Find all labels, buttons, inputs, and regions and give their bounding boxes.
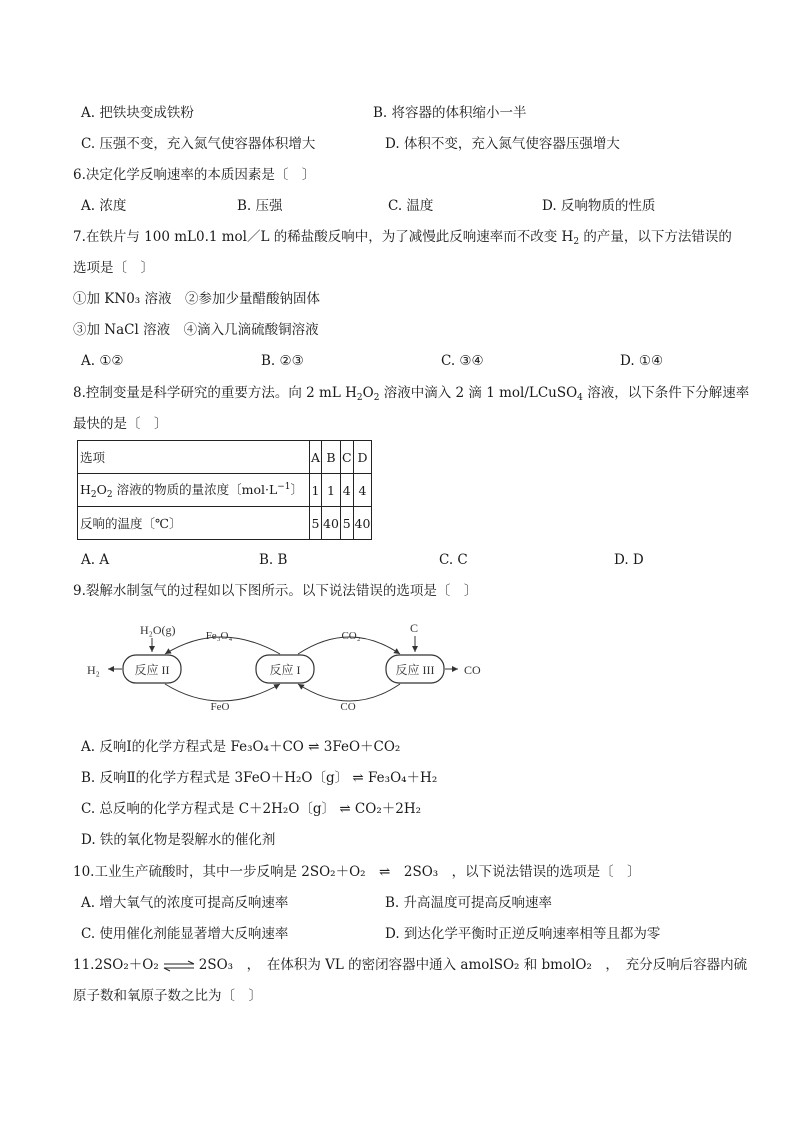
q10-stem: 10.工业生产硫酸时，其中一步反响是 2SO₂＋O₂ ⇌ 2SO₃ ，以下说法错误的选项是〔 〕 [73,864,641,880]
feo-arrow [165,684,280,701]
q11-stem-cont: 原子数和氧原子数之比为〔 〕 [73,988,262,1004]
table-cell: D [353,441,372,474]
q9-reaction-diagram [80,615,500,720]
table-row [78,507,372,540]
reaction-3-label: 反应 III [395,663,435,677]
table-cell: 5 [310,507,322,540]
table-cell: B [322,441,341,474]
table-row [78,474,372,507]
h2o-label: H₂O(g) [140,623,176,637]
q6-option-a: A. 浓度 [81,198,127,214]
q9-option-c: C. 总反响的化学方程式是 C＋2H₂O〔g〕 ⇌ CO₂＋2H₂ [81,801,422,817]
q7-items-2: ③加 NaCl 溶液 ④滴入几滴硫酸铜溶液 [73,322,319,338]
table-cell: 反响的温度〔℃〕 [78,507,310,540]
q6-option-c: C. 温度 [388,198,434,214]
q6-stem: 6.决定化学反响速率的本质因素是〔 〕 [73,167,316,183]
q7-option-c: C. ③④ [441,353,484,369]
q10-option-a: A. 增大氧气的浓度可提高反响速率 [81,895,289,911]
q6-option-d: D. 反响物质的性质 [542,198,656,214]
q7-stem: 7.在铁片与 100 mL0.1 mol／L 的稀盐酸反响中，为了减慢此反响速率而不改变 $H_2$ 的产量，以下方法错误的 [73,229,732,247]
table-cell: 40 [353,507,372,540]
co2-label: CO₂ [341,630,361,642]
table-cell: 5 [340,507,353,540]
table-cell: 4 [340,474,353,507]
q7-option-d: D. ①④ [620,353,664,369]
q8-stem-cont: 最快的是〔 〕 [73,416,168,432]
q7-option-a: A. ①② [81,353,124,369]
q7-items-1: ①加 KN0₃ 溶液 ②参加少量醋酸钠固体 [73,291,320,307]
q5-option-d: D. 体积不变，充入氮气使容器压强增大 [385,136,620,152]
q8-option-d: D. D [614,552,644,568]
table-cell: 40 [322,507,341,540]
c-label: C [410,621,419,635]
q7-option-b: B. ②③ [261,353,304,369]
reaction-1-label: 反应 I [269,663,301,677]
q5-option-a: A. 把铁块变成铁粉 [81,105,194,121]
q8-stem: 8.控制变量是科学研究的重要方法。向 2 mL $H_2O_2$ 溶液中滴入 2 滴 1 mol/LCuSO$_4$ 溶液，以下条件下分解速率 [73,385,750,403]
table-cell: C [340,441,353,474]
table-cell: 1 [322,474,341,507]
co-right-label: CO [464,663,481,677]
q10-option-c: C. 使用催化剂能显著增大反响速率 [81,926,289,942]
table-cell: $H_2O_2$ 溶液的物质的量浓度〔$mol\cdot L^{-1}$〕 [78,474,310,507]
table-cell: 4 [353,474,372,507]
q8-option-c: C. C [439,552,468,568]
q6-option-b: B. 压强 [237,198,283,214]
reaction-2-label: 反应 II [134,663,170,677]
q8-option-b: B. B [259,552,288,568]
q11-stem: 11.2SO₂＋O₂ 2SO₃ ， 在体积为 VL 的密闭容器中通入 amolSO₂ 和 bmolO₂ ， 充分反响后容器内硫 [73,957,748,973]
co-bottom-label: CO [340,701,356,713]
table-cell: A [310,441,322,474]
q8-table [77,440,372,540]
q5-option-b: B. 将容器的体积缩小一半 [373,105,527,121]
q8-option-a: A. A [81,552,110,568]
feo-label: FeO [210,701,230,713]
h2-label: H₂ [87,663,100,677]
table-cell: 1 [310,474,322,507]
table-header-row [78,441,372,474]
q10-option-d: D. 到达化学平衡时正逆反响速率相等且都为零 [385,926,661,942]
q9-option-b: B. 反响Ⅱ的化学方程式是 3FeO＋H₂O〔g〕 ⇌ Fe₃O₄＋H₂ [81,770,438,786]
q9-option-d: D. 铁的氧化物是裂解水的催化剂 [81,832,276,848]
table-cell: 选项 [78,441,310,474]
equilibrium-arrow-icon [161,960,197,972]
q7-stem-cont: 选项是〔 〕 [73,260,154,276]
q10-option-b: B. 升高温度可提高反响速率 [385,895,553,911]
q9-stem: 9.裂解水制氢气的过程如以下图所示。以下说法错误的选项是〔 〕 [73,583,478,599]
q5-option-c: C. 压强不变，充入氮气使容器体积增大 [81,136,316,152]
q9-option-a: A. 反响Ⅰ的化学方程式是 Fe₃O₄＋CO ⇌ 3FeO＋CO₂ [81,739,401,755]
fe3o4-label: Fe₃O₄ [205,630,233,642]
co-arrow [298,684,400,701]
